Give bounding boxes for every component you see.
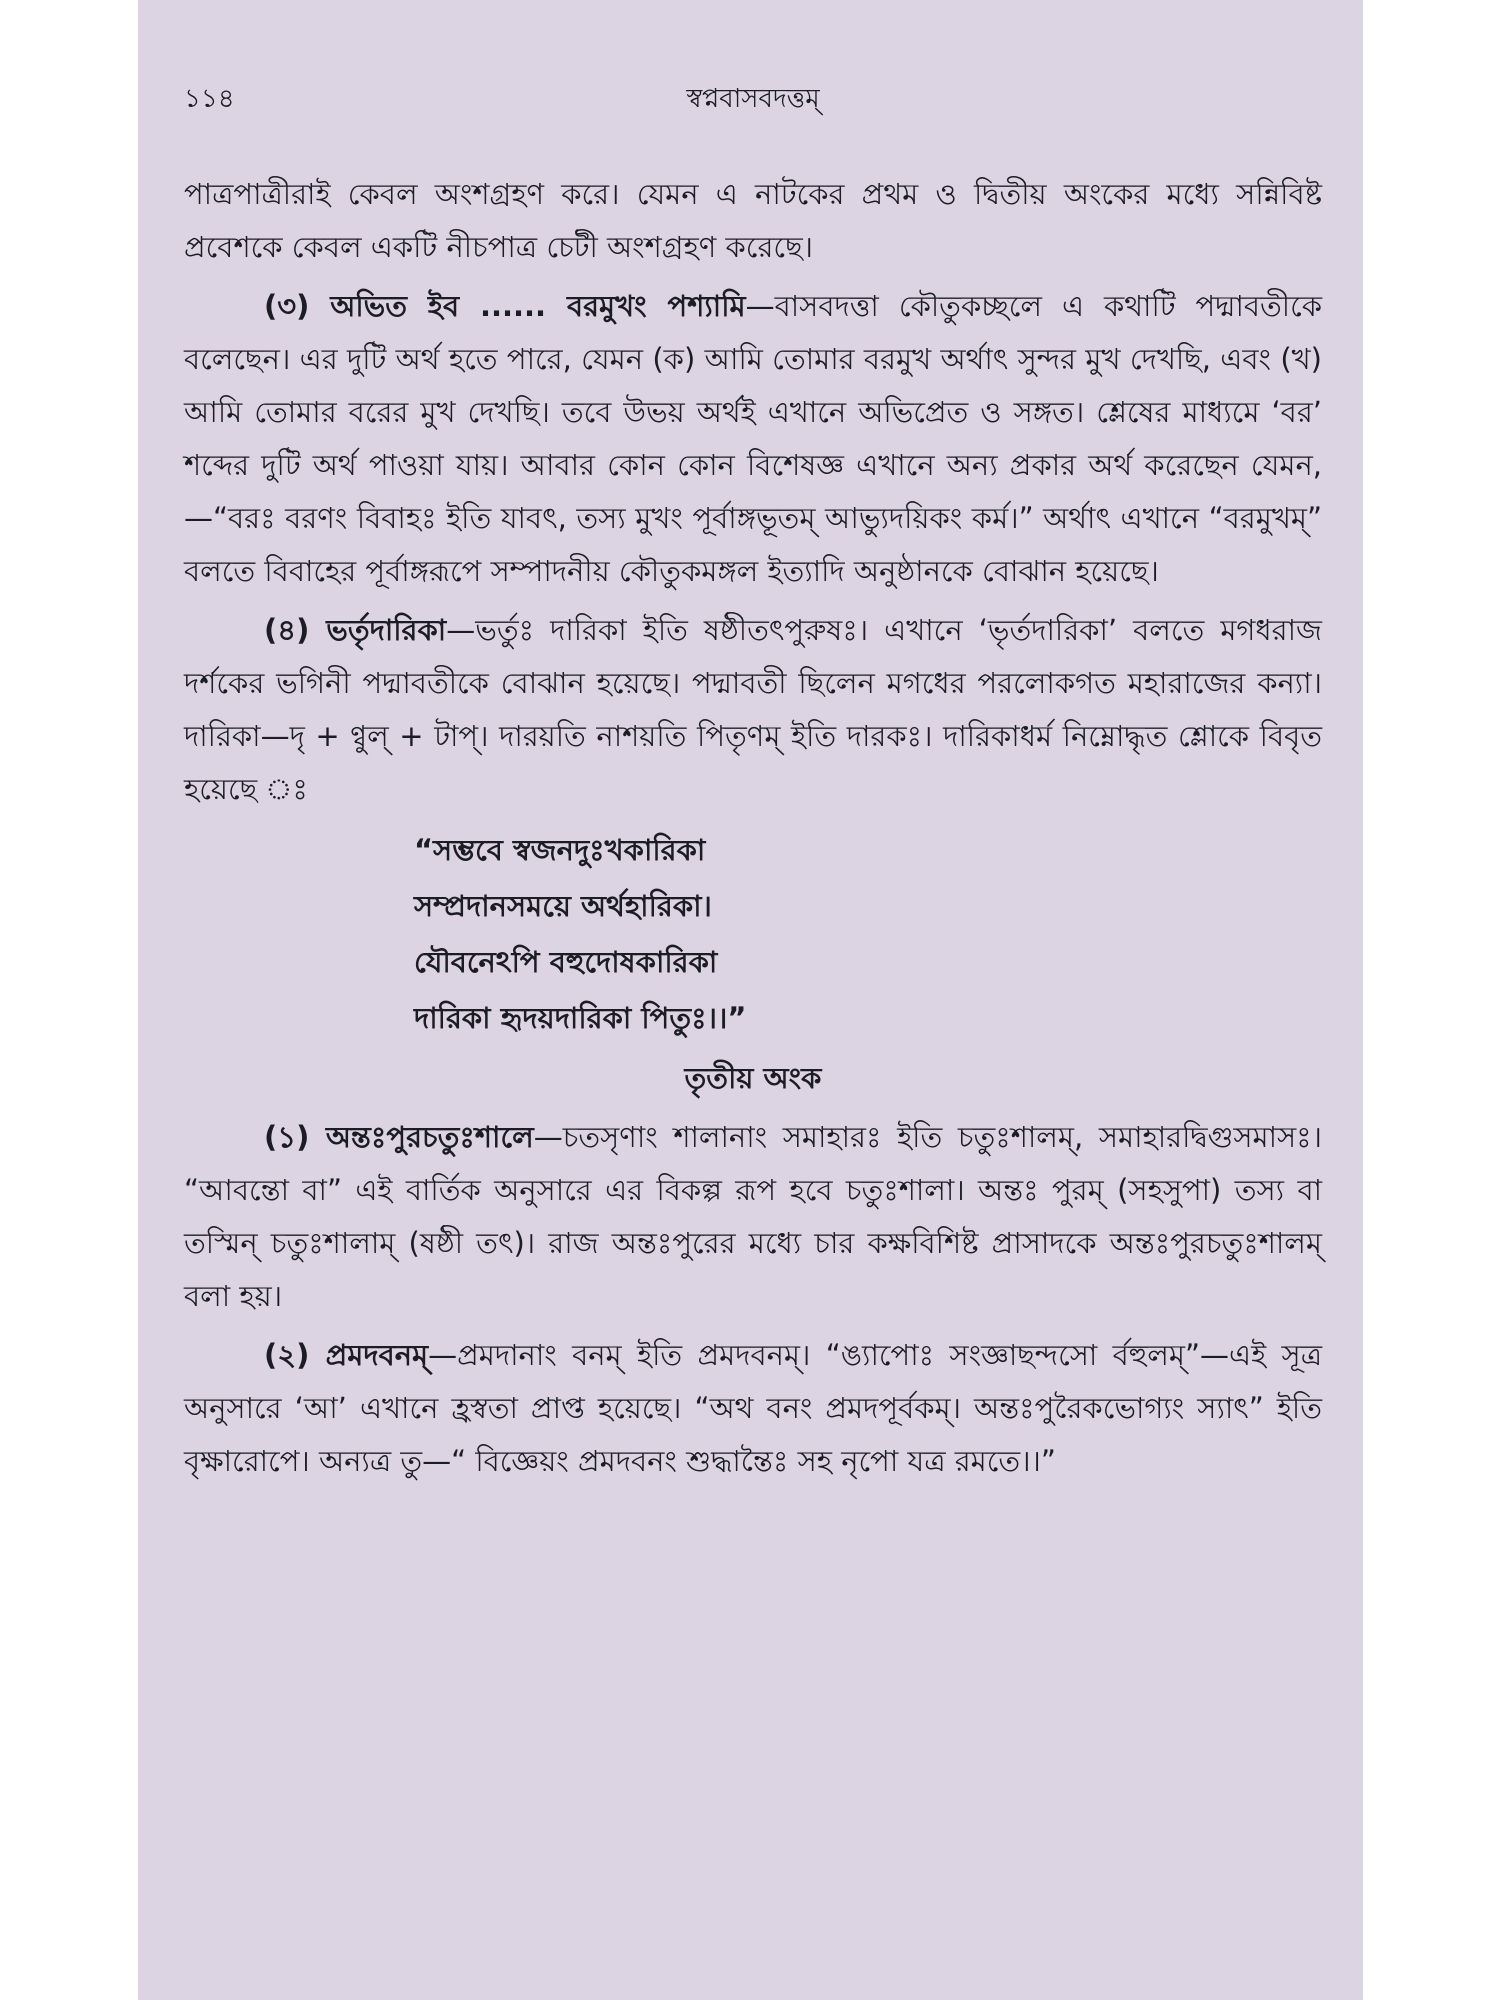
verse-line: সম্প্রদানসময়ে অর্থহারিকা। xyxy=(414,889,712,923)
page-header xyxy=(184,78,1322,118)
note-act3-2 xyxy=(184,1329,1322,1488)
note-3-body: —বাসবদত্তা কৌতুকচ্ছলে এ কথাটি পদ্মাবতীকে বলেছেন। এর দুটি অর্থ হতে পারে, যেমন (ক) আমি তোমার বরমুখ অর্থাৎ সুন্দর মুখ দেখছি, এবং (খ) আমি তোমার বরের মুখ দেখছি। তবে উভয় অর্থই এখানে অভিপ্রেত ও সঙ্গত। শ্লেষের মাধ্যমে ‘বর’ শব্দের দুটি অর্থ পাওয়া যায়। আবার কোন কোন বিশেষজ্ঞ এখানে অন্য প্রকার অর্থ করেছেন যেমন,—“বরঃ বরণং বিবাহঃ ইতি যাবৎ, তস্য মুখং পূর্বাঙ্গভূতম্ আভ্যুদয়িকং কর্ম।” অর্থাৎ এখানে “বরমুখম্” বলতে বিবাহের পূর্বাঙ্গরূপে সম্পাদনীয় কৌতুকমঙ্গল ইত্যাদি অনুষ্ঠানকে বোঝান হয়েছে। xyxy=(184,289,1323,588)
body-text xyxy=(184,168,1322,1494)
page-number: ১১৪ xyxy=(184,84,235,114)
note-4 xyxy=(184,604,1322,816)
note-act3-2-body: —প্রমদানাং বনম্ ইতি প্রমদবনম্। “ঙ্যাপোঃ সংজ্ঞাছন্দসো র্বহুলম্”—এই সূত্র অনুসারে ‘আ’ এখানে হ্রস্বতা প্রাপ্ত হয়েছে। “অথ বনং প্রমদপূর্বকম্। অন্তঃপুরৈকভোগ্যং স্যাৎ” ইতি বৃক্ষারোপে। অন্যত্র তু—“ বিজ্ঞেয়ং প্রমদবনং শুদ্ধান্তৈঃ সহ নৃপো যত্র রমতে।।” xyxy=(184,1338,1322,1478)
verse-line: যৌবনেঽপি বহুদোষকারিকা xyxy=(414,945,718,979)
note-3 xyxy=(184,280,1322,598)
note-act3-1 xyxy=(184,1111,1322,1323)
note-4-body: —ভর্তুঃ দারিকা ইতি ষষ্ঠীতৎপুরুষঃ। এখানে ‘ভৃর্তদারিকা’ বলতে মগধরাজ দর্শকের ভগিনী পদ্মাবতীকে বোঝান হয়েছে। পদ্মাবতী ছিলেন মগধের পরলোকগত মহারাজের কন্যা। দারিকা—দৃ + ণ্বুল্ + টাপ্। দারয়তি নাশয়তি পিতৃণম্ ইতি দারকঃ। দারিকাধর্ম নিম্নোদ্ধৃত শ্লোকে বিবৃত হয়েছে ঃ xyxy=(184,613,1322,806)
note-act3-1-body: —চতসৃণাং শালানাং সমাহারঃ ইতি চতুঃশালম্, সমাহারদ্বিগুসমাসঃ। “আবন্তো বা” এই বার্তিক অনুসারে এর বিকল্প রূপ হবে চতুঃশালা। অন্তঃ পুরম্ (সহসুপা) তস্য বা তস্মিন্ চতুঃশালাম্ (ষষ্ঠী তৎ)। রাজ অন্তঃপুরের মধ্যে চার কক্ষবিশিষ্ট প্রাসাদকে অন্তঃপুরচতুঃশালম্ বলা হয়। xyxy=(184,1120,1323,1313)
note-act3-2-term: (২) প্রমদবনম্ xyxy=(264,1338,429,1372)
note-4-term: (৪) ভর্তৃদারিকা xyxy=(264,613,447,647)
verse-line: দারিকা হৃদয়দারিকা পিতুঃ।।” xyxy=(414,1001,747,1035)
running-title: স্বপ্নবাসবদত্তম্ xyxy=(686,84,820,114)
section-heading: তৃতীয় অংক xyxy=(684,1061,822,1095)
verse-line: “সম্ভবে স্বজনদুঃখকারিকা xyxy=(414,833,706,867)
note-act3-1-term: (১) অন্তঃপুরচতুঃশালে xyxy=(264,1120,534,1154)
note-3-term: (৩) অভিত ইব ...... বরমুখং পশ্যামি xyxy=(264,289,746,323)
book-page xyxy=(138,0,1363,2000)
paragraph-continuation: পাত্রপাত্রীরাই কেবল অংশগ্রহণ করে। যেমন এ নাটকের প্রথম ও দ্বিতীয় অংকের মধ্যে সন্নিবিষ্ট প্রবেশকে কেবল একটি নীচপাত্র চেটী অংশগ্রহণ করেছে। xyxy=(184,177,1322,264)
verse-block xyxy=(414,822,1322,1046)
